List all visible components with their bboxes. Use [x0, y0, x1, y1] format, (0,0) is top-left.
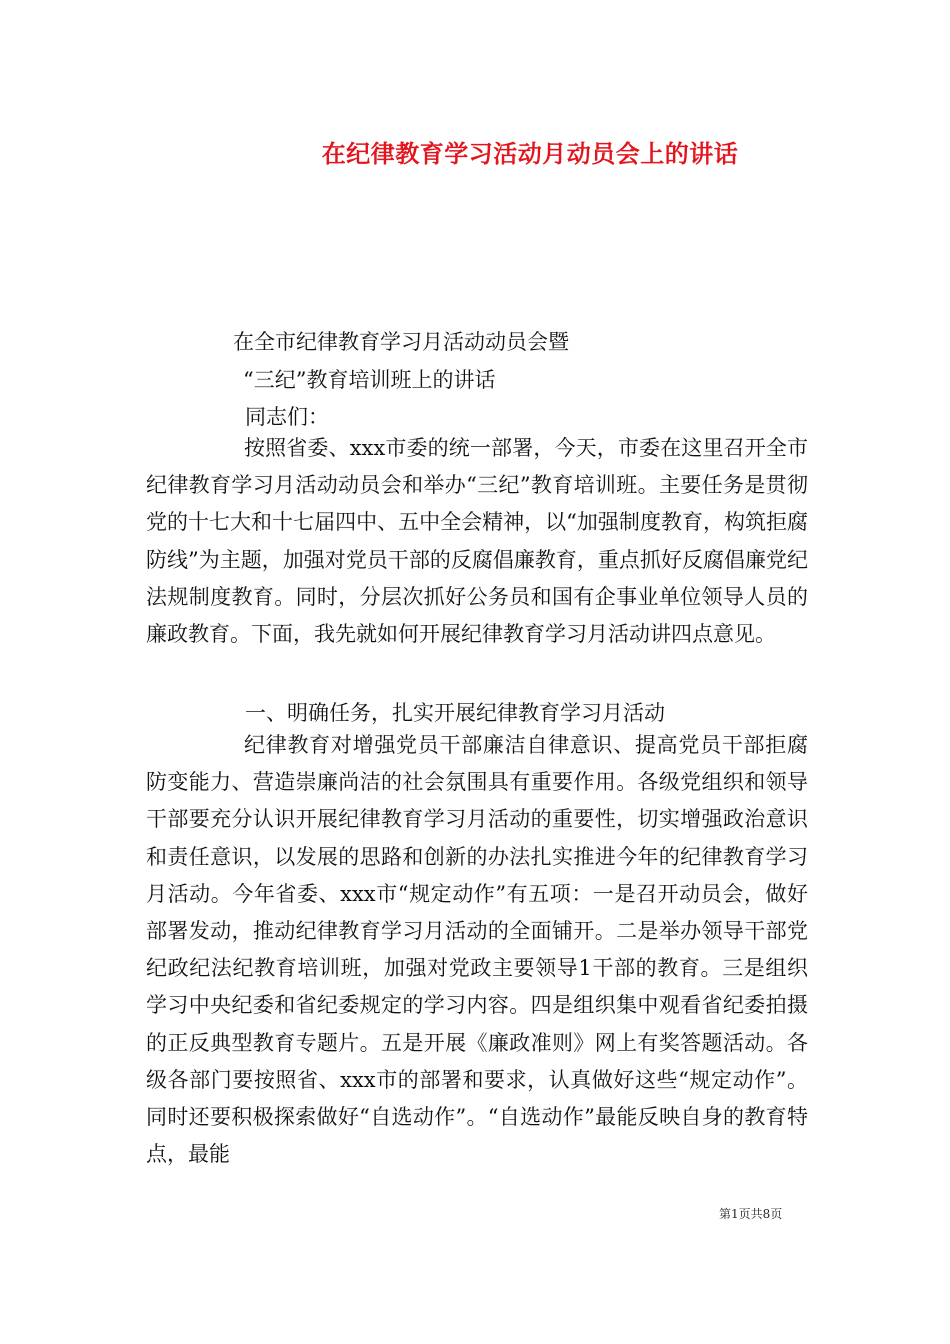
document-title: 在纪律教育学习活动月动员会上的讲话 [321, 139, 739, 168]
salutation: 同志们： [245, 405, 329, 429]
subtitle-line-2: “三纪”教育培训班上的讲话 [243, 368, 496, 392]
paragraph-1: 按照省委、xxx市委的统一部署，今天，市委在这里召开全市纪律教育学习月活动动员会和举办“三纪”教育培训班。主要任务是贯彻党的十七大和十七届四中、五中全会精神，以“加强制度教育，构筑拒腐防线”为主题，加强对党员干部的反腐倡廉教育，重点抓好反腐倡廉党纪法规制度教育。同时，分层次抓好公务员和国有企事业单位领导人员的廉政教育。下面，我先就如何开展纪律教育学习月活动讲四点意见。 [146, 436, 808, 647]
subtitle-line-1: 在全市纪律教育学习月活动动员会暨 [233, 330, 569, 354]
section-heading-1: 一、明确任务，扎实开展纪律教育学习月活动 [245, 701, 665, 725]
page-number: 第1页共8页 [719, 1207, 783, 1221]
paragraph-2: 纪律教育对增强党员干部廉洁自律意识、提高党员干部拒腐防变能力、营造崇廉尚洁的社会氛围具有重要作用。各级党组织和领导干部要充分认识开展纪律教育学习月活动的重要性，切实增强政治意识和责任意识，以发展的思路和创新的办法扎实推进今年的纪律教育学习月活动。今年省委、xxx市“规定动作”有五项：一是召开动员会，做好部署发动，推动纪律教育学习月活动的全面铺开。二是举办领导干部党纪政纪法纪教育培训班，加强对党政主要领导1干部的教育。三是组织学习中央纪委和省纪委规定的学习内容。四是组织集中观看省纪委拍摄的正反典型教育专题片。五是开展《廉政准则》网上有奖答题活动。各级各部门要按照省、xxx市的部署和要求，认真做好这些“规定动作”。同时还要积极探索做好“自选动作”。“自选动作”最能反映自身的教育特点，最能 [146, 733, 808, 1167]
